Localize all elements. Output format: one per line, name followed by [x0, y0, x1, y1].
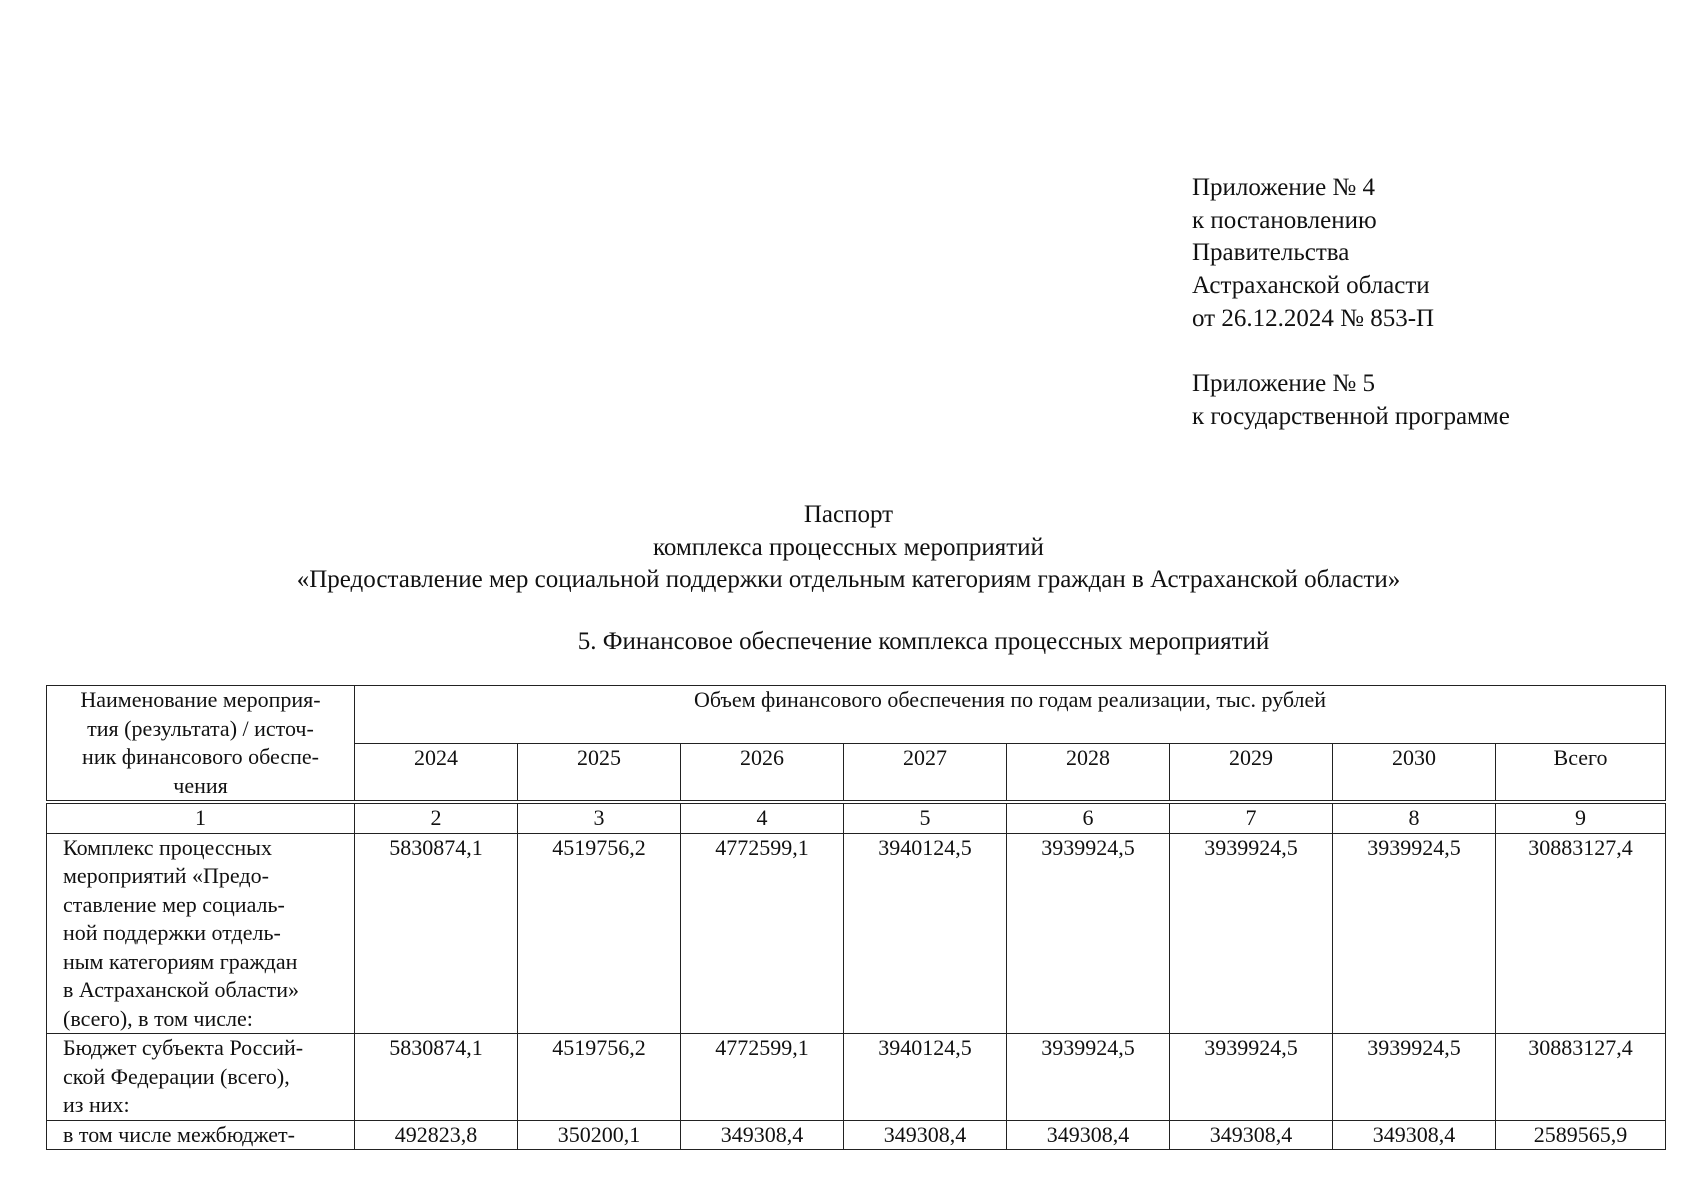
total-cell: 30883127,4: [1496, 1034, 1666, 1121]
attachment-line: Астраханской области: [1192, 272, 1430, 300]
header-row: [47, 686, 1666, 744]
table-row: [47, 1120, 1666, 1150]
value-cell: 4772599,1: [681, 1034, 844, 1121]
section-title: 5. Финансовое обеспечение комплекса процессных мероприятий: [577, 628, 1270, 655]
value-cell: 492823,8: [355, 1120, 518, 1150]
value-cell: 3939924,5: [1170, 1034, 1333, 1121]
name-column-header: Наименование мероприя- тия (результата) / источ- ник финансового обеспе- чения: [47, 686, 355, 801]
financing-table: [46, 685, 1666, 1150]
column-number: 2: [355, 804, 518, 834]
value-cell: 3939924,5: [1007, 833, 1170, 1034]
attachment-line: Правительства: [1192, 239, 1350, 267]
table-row: [47, 833, 1666, 1034]
attachment-line: к постановлению: [1192, 206, 1377, 234]
column-number: 1: [47, 804, 355, 834]
attachment-line: от 26.12.2024 № 853-П: [1192, 304, 1435, 332]
total-cell: 2589565,9: [1496, 1120, 1666, 1150]
year-header: 2030: [1333, 743, 1496, 801]
value-cell: 4519756,2: [518, 1034, 681, 1121]
value-cell: 4772599,1: [681, 833, 844, 1034]
year-header: 2028: [1007, 743, 1170, 801]
value-cell: 349308,4: [1170, 1120, 1333, 1150]
document-title: [0, 499, 1697, 597]
value-cell: 349308,4: [1333, 1120, 1496, 1150]
group-header: Объем финансового обеспечения по годам реализации, тыс. рублей: [355, 686, 1666, 744]
title-line: комплекса процессных мероприятий: [653, 533, 1044, 561]
value-cell: 3939924,5: [1170, 833, 1333, 1034]
column-number: 7: [1170, 804, 1333, 834]
year-header: 2027: [844, 743, 1007, 801]
column-number: 3: [518, 804, 681, 834]
row-name: Бюджет субъекта Россий- ской Федерации (всего), из них:: [47, 1034, 355, 1121]
value-cell: 3939924,5: [1007, 1034, 1170, 1121]
attachment-block: [1192, 172, 1510, 434]
value-cell: 3939924,5: [1333, 833, 1496, 1034]
value-cell: 350200,1: [518, 1120, 681, 1150]
column-number: 9: [1496, 804, 1666, 834]
year-header: 2029: [1170, 743, 1333, 801]
total-header: Всего: [1496, 743, 1666, 801]
attachment-line: к государственной программе: [1192, 402, 1510, 430]
table-row: [47, 1034, 1666, 1121]
total-cell: 30883127,4: [1496, 833, 1666, 1034]
column-number: 4: [681, 804, 844, 834]
value-cell: 3939924,5: [1333, 1034, 1496, 1121]
value-cell: 3940124,5: [844, 1034, 1007, 1121]
title-line: «Предоставление мер социальной поддержки отдельным категориям граждан в Астраханской области»: [296, 566, 1401, 594]
value-cell: 4519756,2: [518, 833, 681, 1034]
value-cell: 3940124,5: [844, 833, 1007, 1034]
column-numbers-row: [47, 804, 1666, 834]
attachment-line: Приложение № 4: [1192, 174, 1376, 201]
value-cell: 5830874,1: [355, 1034, 518, 1121]
row-name: Комплекс процессных мероприятий «Предо- ставление мер социаль- ной поддержки отдель- ным категориям граждан в Астраханской области» (всего), в том числе:: [47, 833, 355, 1034]
row-name: в том числе межбюджет-: [47, 1120, 355, 1150]
column-number: 8: [1333, 804, 1496, 834]
year-header: 2025: [518, 743, 681, 801]
value-cell: 349308,4: [681, 1120, 844, 1150]
year-header: 2024: [355, 743, 518, 801]
value-cell: 349308,4: [844, 1120, 1007, 1150]
value-cell: 5830874,1: [355, 833, 518, 1034]
column-number: 5: [844, 804, 1007, 834]
attachment-gap: [1192, 336, 1510, 369]
title-line: Паспорт: [803, 501, 894, 528]
attachment-line: Приложение № 5: [1192, 370, 1376, 398]
year-header: 2026: [681, 743, 844, 801]
column-number: 6: [1007, 804, 1170, 834]
value-cell: 349308,4: [1007, 1120, 1170, 1150]
